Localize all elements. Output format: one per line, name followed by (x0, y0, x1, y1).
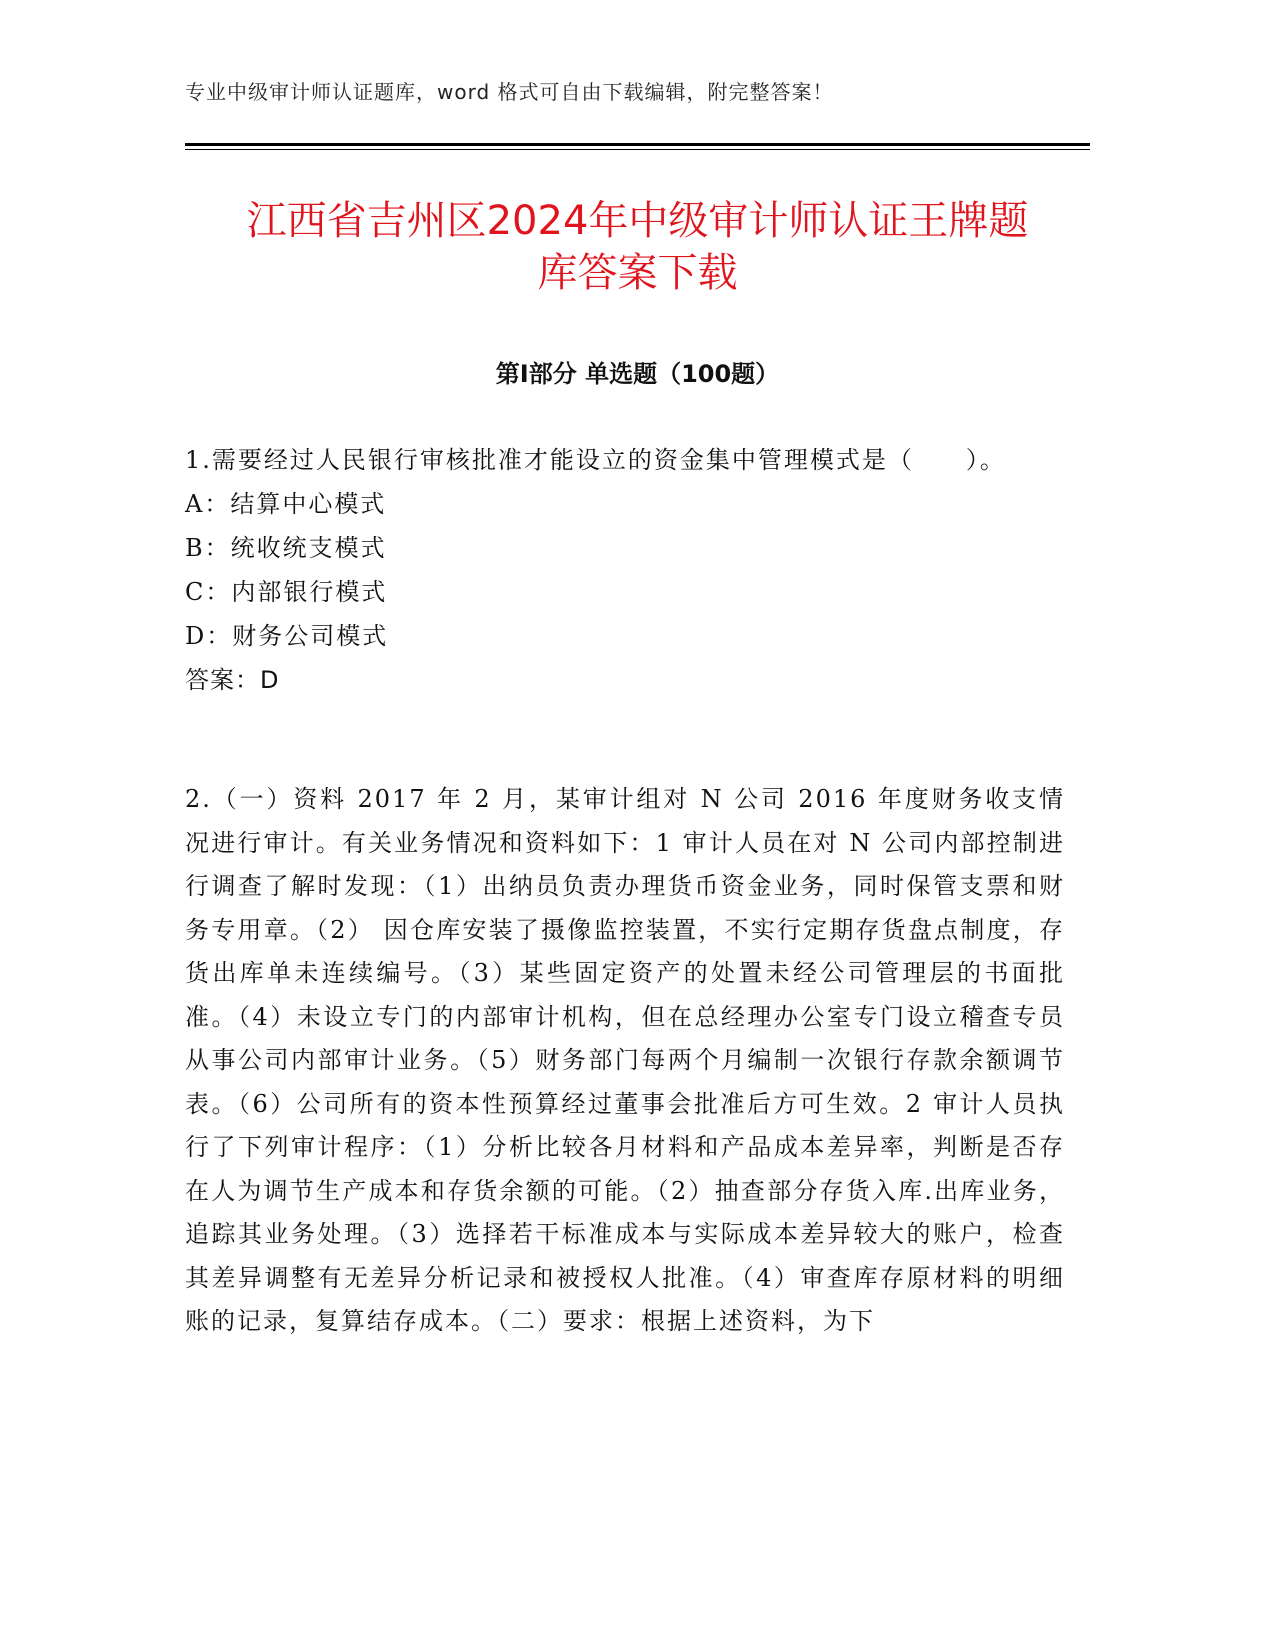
section-title: 第Ⅰ部分 单选题（100题） (495, 360, 780, 388)
header-rule-thick (185, 143, 1090, 146)
question-1-option-a: A：结算中心模式 (185, 490, 387, 518)
question-2-stem: 2.（一）资料 2017 年 2 月，某审计组对 N 公司 2016 年度财务收支情况进行审计。有关业务情况和资料如下：1 审计人员在对 N 公司内部控制进行调查了解时发现：（1）出纳员负责办理货币资金业务，同时保管支票和财务专用章。（2） 因仓库安装了摄像监控装置，不实行定期存货盘点制度，存货出库单未连续编号。（3）某些固定资产的处置未经公司管理层的书面批准。（4）未设立专门的内部审计机构，但在总经理办公室专门设立稽查专员从事公司内部审计业务。（5）财务部门每两个月编制一次银行存款余额调节表。（6）公司所有的资本性预算经过董事会批准后方可生效。2 审计人员执行了下列审计程序：（1）分析比较各月材料和产品成本差异率，判断是否存在人为调节生产成本和存货余额的可能。（2）抽查部分存货入库.出库业务，追踪其业务处理。（3）选择若干标准成本与实际成本差异较大的账户，检查其差异调整有无差异分析记录和被授权人批准。（4）审查库存原材料的明细账的记录，复算结存成本。（二）要求：根据上述资料，为下 (185, 785, 1065, 1335)
question-1 (185, 438, 1065, 702)
document-title (185, 195, 1090, 299)
document-title-line2: 库答案下载 (537, 250, 738, 296)
question-1-answer: 答案：D (185, 666, 280, 694)
header-note: 专业中级审计师认证题库，word 格式可自由下载编辑，附完整答案！ (185, 80, 834, 104)
question-1-option-c: C：内部银行模式 (185, 578, 388, 606)
question-1-option-d: D：财务公司模式 (185, 622, 389, 650)
question-1-stem: 1.需要经过人民银行审核批准才能设立的资金集中管理模式是（ ）。 (185, 446, 1006, 474)
document-title-line1: 江西省吉州区2024年中级审计师认证王牌题 (246, 198, 1029, 244)
question-1-option-b: B：统收统支模式 (185, 534, 387, 562)
question-2 (185, 778, 1065, 1344)
header-rule-thin (185, 149, 1090, 150)
